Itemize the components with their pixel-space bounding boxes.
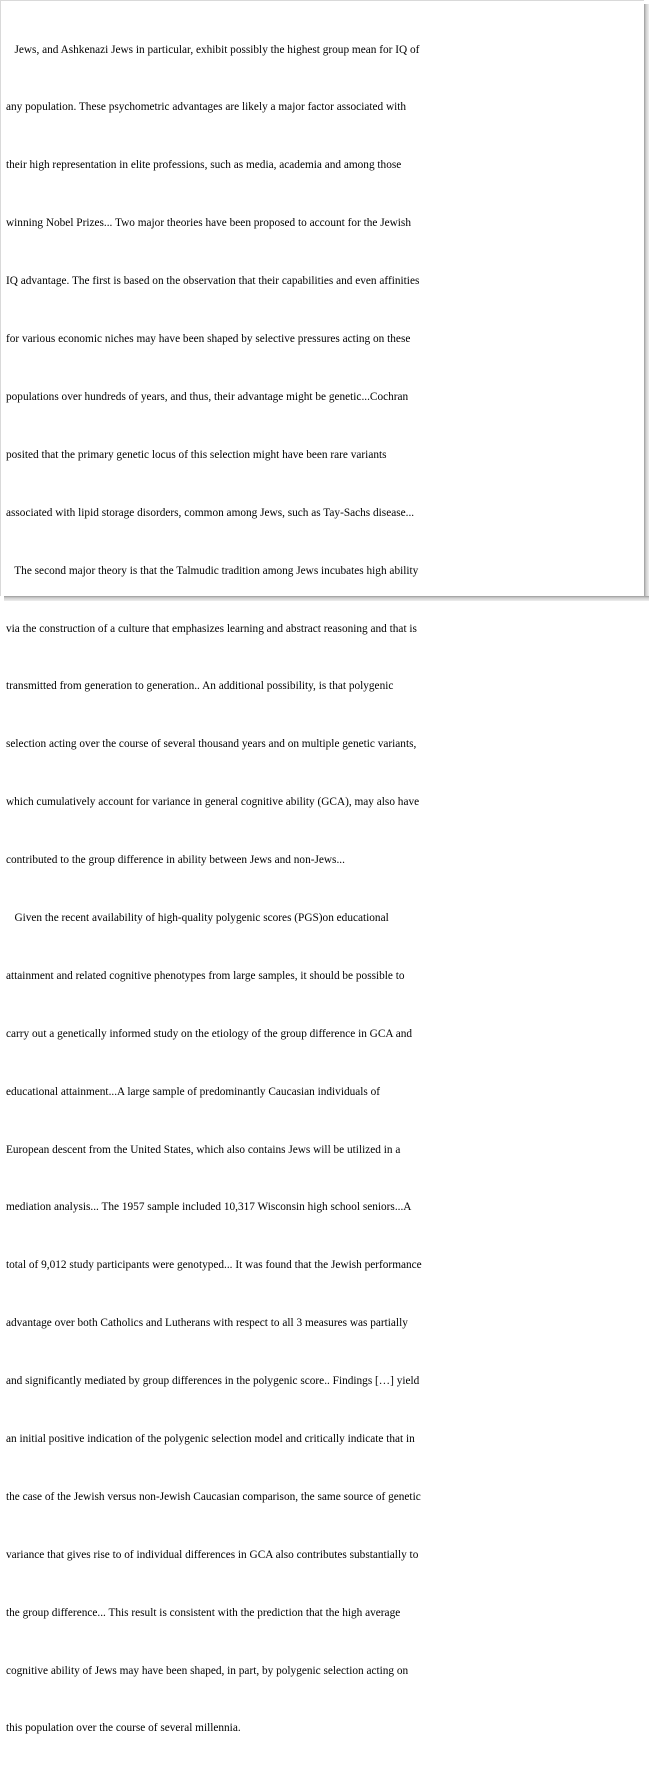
text-line: the case of the Jewish versus non-Jewish Caucasian comparison, the same source of genetic <box>6 1490 421 1503</box>
text-line: via the construction of a culture that emphasizes learning and abstract reasoning and that is <box>6 622 417 635</box>
text-line: associated with lipid storage disorders, common among Jews, such as Tay-Sachs disease... <box>6 506 415 519</box>
text-line: mediation analysis... The 1957 sample included 10,317 Wisconsin high school seniors...A <box>6 1201 412 1214</box>
text-line: which cumulatively account for variance in general cognitive ability (GCA), may also have <box>6 796 420 809</box>
text-line: selection acting over the course of several thousand years and on multiple genetic variants, <box>6 738 417 751</box>
text-line: carry out a genetically informed study on the etiology of the group difference in GCA and <box>6 1027 413 1040</box>
text-line: transmitted from generation to generation.. An additional possibility, is that polygenic <box>6 680 394 693</box>
text-line: total of 9,012 study participants were genotyped... It was found that the Jewish performance <box>6 1259 422 1272</box>
text-line: cognitive ability of Jews may have been shaped, in part, by polygenic selection acting on <box>6 1664 409 1677</box>
text-line: any population. These psychometric advantages are likely a major factor associated with <box>6 101 407 114</box>
text-line: contributed to the group difference in ability between Jews and non-Jews... <box>6 854 345 867</box>
text-line: winning Nobel Prizes... Two major theories have been proposed to account for the Jewish <box>6 217 411 230</box>
text-line: The second major theory is that the Talmudic tradition among Jews incubates high ability <box>6 564 419 577</box>
text-line: Jews, and Ashkenazi Jews in particular, exhibit possibly the highest group mean for IQ of <box>6 43 420 56</box>
text-line: posited that the primary genetic locus of this selection might have been rare variants <box>6 448 387 461</box>
box-shadow-bottom <box>4 596 649 601</box>
text-line: IQ advantage. The first is based on the observation that their capabilities and even affinities <box>6 275 420 288</box>
text-line: this population over the course of several millennia. <box>6 1722 241 1735</box>
text-line: variance that gives rise to of individual differences in GCA also contributes substantially to <box>6 1548 419 1561</box>
text-line: for various economic niches may have been shaped by selective pressures acting on these <box>6 333 411 346</box>
text-line: advantage over both Catholics and Lutherans with respect to all 3 measures was partially <box>6 1317 408 1330</box>
text-line: populations over hundreds of years, and thus, their advantage might be genetic...Cochran <box>6 390 409 403</box>
text-line: and significantly mediated by group differences in the polygenic score.. Findings […] yield <box>6 1375 420 1388</box>
text-line: European descent from the United States, which also contains Jews will be utilized in a <box>6 1143 401 1156</box>
text-line: attainment and related cognitive phenotypes from large samples, it should be possible to <box>6 969 405 982</box>
text-line: an initial positive indication of the polygenic selection model and critically indicate that in <box>6 1432 415 1445</box>
text-line: educational attainment...A large sample of predominantly Caucasian individuals of <box>6 1085 381 1098</box>
text-line: the group difference... This result is consistent with the prediction that the high average <box>6 1606 401 1619</box>
box-shadow-right <box>644 4 649 601</box>
document-body <box>6 2 644 1777</box>
text-line: their high representation in elite professions, such as media, academia and among those <box>6 159 402 172</box>
text-line: Given the recent availability of high-quality polygenic scores (PGS)on educational <box>6 911 389 924</box>
